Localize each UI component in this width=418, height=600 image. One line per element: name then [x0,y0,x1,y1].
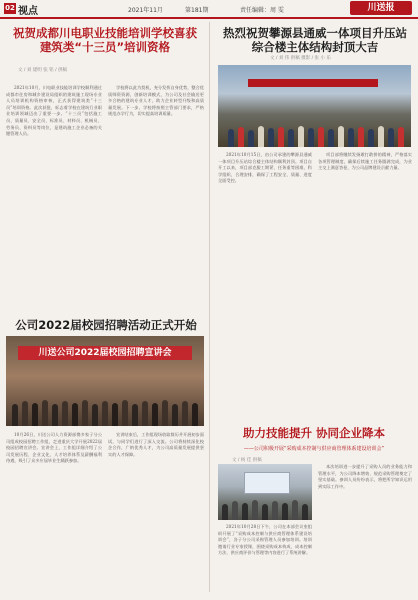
article4-photo [218,464,312,520]
group-crowd [218,114,411,147]
article1-title: 祝贺成都川电职业技能培训学校喜获 建筑类“十三员”培训资格 [13,26,197,55]
article2-title: 热烈祝贺攀源县通威一体项目升压站综合楼主体结构封顶大吉 [223,26,407,55]
newspaper-logo: 川送报 [350,1,412,15]
article4-title: 助力技能提升 协同企业降本 [242,426,385,440]
article1-col1: 2021年10月，川电职业技能培训学校顺利通过成都市住房和城乡建设局组织的建筑施工现场专业人员培训机构资格审核，正式获得建筑类“十三员”培训资格。此次获批，标志着学校在建筑行业职业培训领域迈出了重要一步。“十三员”包括施工员、质量员、安全员、标准员、材料员、机械员、劳务员、资料员等岗位，是建筑施工企业必备的关键管理人员。 [6,85,102,137]
article2-col1: 2021年10月15日，由公司承建的攀源县通威一体项目升压站综合楼主体结构顺利封顶。项目自开工以来，项目部克服工期紧、任务重等困难，科学组织，合理安排，确保了工程安全、质量、进度全面受控。 [218,152,312,184]
page-number: 02 [5,4,15,12]
page-header [0,0,418,19]
article1-col2: 学校将以此为契机，充分发挥自身优势，整合优质师资资源，创新培训模式，为公司及社会输送更多合格的建筑专业人才，助力企业转型升级和高质量发展。下一步，学校将按照主管部门要求，严格规范办学行为，切实提高培训质量。 [108,85,204,117]
issue-date: 2021年11月 [128,7,163,14]
article4-subtitle: ——公司积极开展“采购成本控制与供应商管理体系建设培训会” [243,446,385,452]
article3-title: 公司2022届校园招聘活动正式开始 [15,318,197,332]
article2-col2: 项目部将继续发扬敢打敢拼的精神，严格落实各项管理制度，确保后续施工任务圆满完成，为业主交上满意答卷，为公司品牌建设贡献力量。 [318,152,412,171]
recruit-banner: 川送公司2022届校园招聘宣讲会 [18,346,192,360]
editor: 责任编辑：周 雯 [240,7,284,14]
audience-crowd [6,386,204,427]
article2-photo [218,65,411,147]
projector-screen [244,472,290,494]
article3-photo [6,336,204,426]
photo-banner [248,79,378,87]
article4-byline: 文 / 杨 佳 供稿 [232,458,262,463]
section-title: 视点 [18,6,38,17]
article4-col2: 本次培训进一步提升了采购人员的业务能力和管理水平，为公司降本增效、规范采购管理奠定了坚实基础。参训人员纷纷表示，将把所学知识运用到实际工作中。 [318,464,412,489]
article2-byline: 文 / 刘 伟 供稿 摄影 / 张 小 乐 [270,56,331,61]
issue-number: 第181期 [185,7,209,14]
article3-col1: 10月26日，川送公司人力资源部携多家子分公司组成校园招聘工作组，走进重庆大学开展2022届校园招聘宣讲会。宣讲会上，工作组详细介绍了公司发展历程、企业文化、人才培养体系及薪酬福利待遇，吸引了众多应届毕业生踊跃参加。 [6,432,102,464]
article3-col2: 宣讲结束后，工作组现场收取简历并开展初步面试，与同学们进行了深入交流。公司将持续深化校企合作，广纳优秀人才，为公司高质量发展提供坚实的人才保障。 [108,432,204,457]
article1-byline: 文 / 刘 建明 张 铭 / 供稿 [18,68,68,73]
trainee-crowd [218,499,312,520]
column-divider [209,22,210,592]
article4-col1: 2021年10月28日下午，公司在本部会议室组织开展了“采购成本控制与供应商管理体系建设培训会”，各子分公司采购管理人员参加培训。培训邀请行业专家授课，围绕采购成本构成、成本控制方法、供应商评价与管理等内容进行了系统讲解。 [218,524,312,556]
